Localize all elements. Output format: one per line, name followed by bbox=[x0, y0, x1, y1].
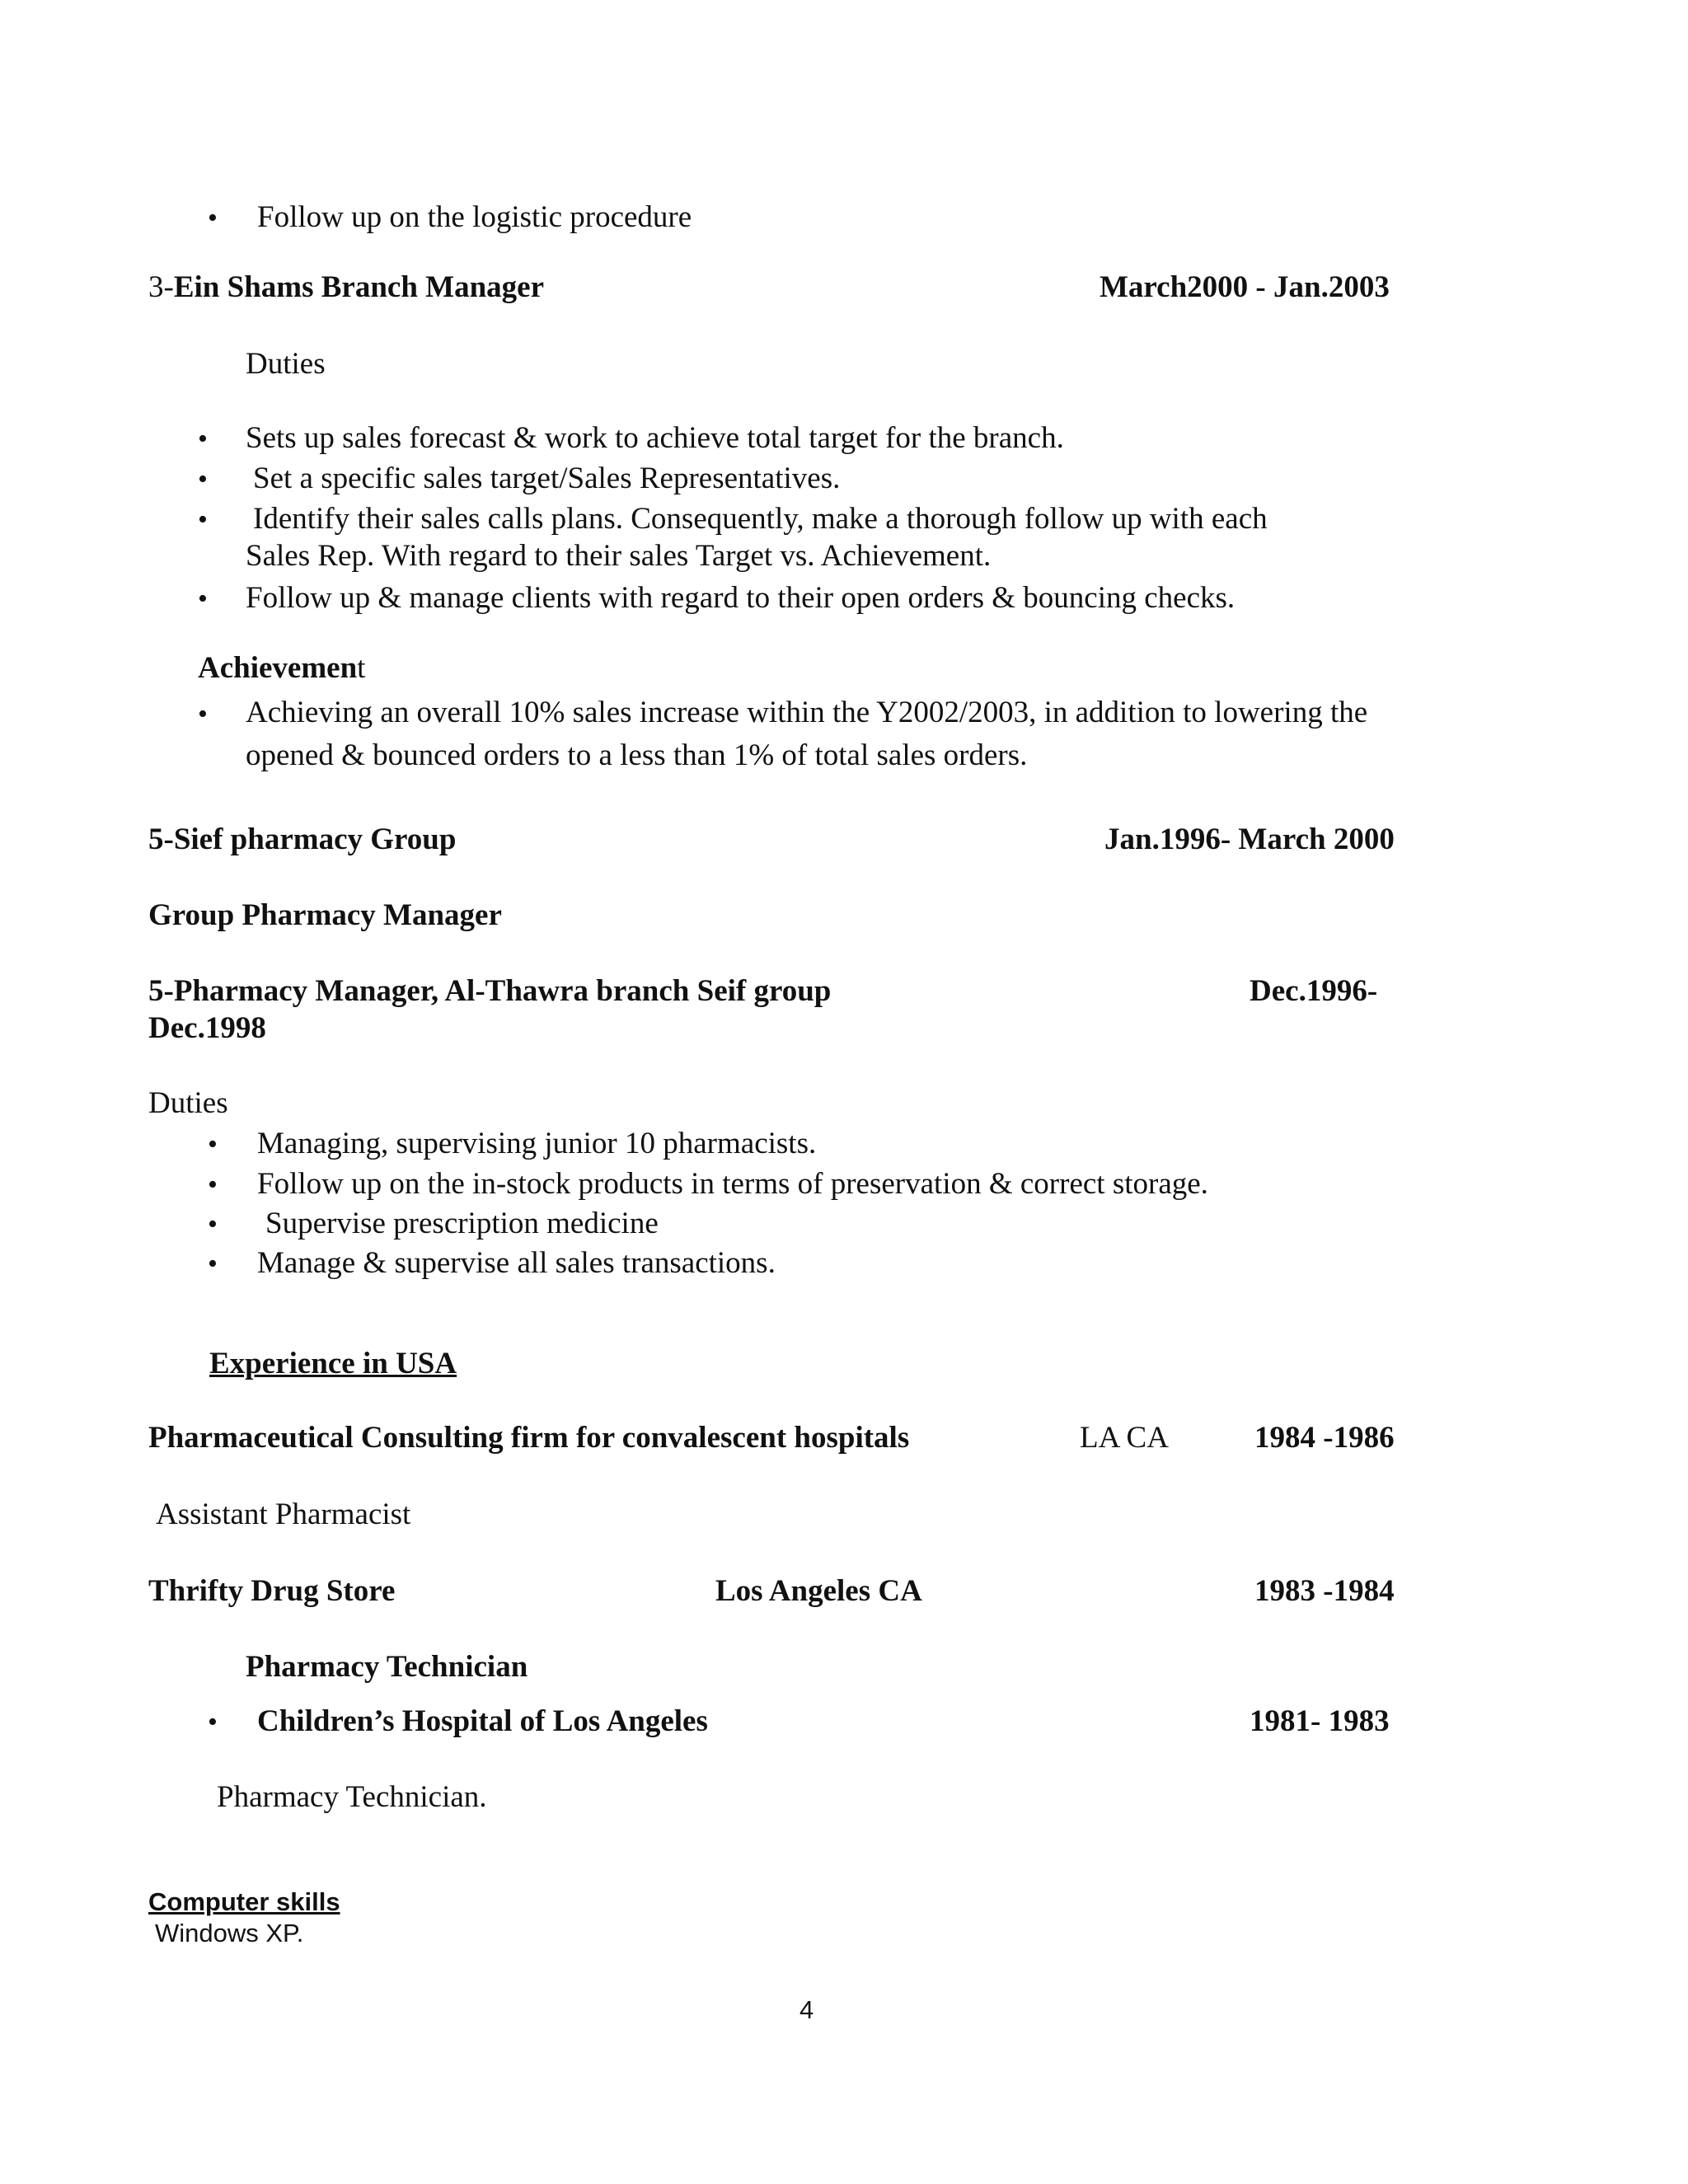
job-title: Pharmaceutical Consulting firm for convalescent hospitals bbox=[148, 1421, 910, 1455]
list-item-continuation: Sales Rep. With regard to their sales Target vs. Achievement. bbox=[246, 539, 992, 573]
section-heading: Computer skills bbox=[148, 1887, 340, 1916]
achievement-label-tail: t bbox=[357, 651, 366, 685]
list-item: Supervise prescription medicine bbox=[265, 1207, 659, 1240]
bullet-icon: • bbox=[198, 583, 208, 614]
job-role: Group Pharmacy Manager bbox=[148, 898, 502, 932]
job-role: Pharmacy Technician bbox=[246, 1650, 528, 1684]
list-item: Set a specific sales target/Sales Representatives. bbox=[253, 462, 841, 495]
job-dates: 1983 -1984 bbox=[1254, 1574, 1395, 1608]
job-title: 5-Sief pharmacy Group bbox=[148, 823, 457, 856]
bullet-icon: • bbox=[198, 424, 208, 454]
job-title bbox=[148, 272, 544, 302]
achievement-label bbox=[198, 653, 365, 683]
job-dates: Dec.1996- bbox=[1250, 974, 1378, 1008]
job-location: Los Angeles CA bbox=[715, 1574, 922, 1608]
bullet-icon: • bbox=[198, 504, 208, 535]
job-role: Assistant Pharmacist bbox=[156, 1497, 411, 1531]
list-item: Follow up & manage clients with regard to their open orders & bouncing checks. bbox=[246, 581, 1236, 615]
bullet-icon: • bbox=[198, 699, 208, 729]
section-heading: Experience in USA bbox=[209, 1347, 457, 1380]
list-item: Identify their sales calls plans. Consequently, make a thorough follow up with each bbox=[253, 502, 1268, 536]
bullet-icon: • bbox=[208, 1169, 218, 1200]
page-number: 4 bbox=[799, 1995, 814, 2024]
list-item: Sets up sales forecast & work to achieve total target for the branch. bbox=[246, 421, 1064, 455]
duties-label: Duties bbox=[148, 1086, 228, 1120]
bullet-icon: • bbox=[208, 1129, 218, 1160]
list-item: Managing, supervising junior 10 pharmacists. bbox=[257, 1127, 817, 1160]
job-role: Pharmacy Technician. bbox=[217, 1780, 487, 1814]
bullet-icon: • bbox=[198, 464, 208, 494]
achievement-label-bold: Achievemen bbox=[198, 651, 358, 685]
job-location: LA CA bbox=[1080, 1421, 1169, 1455]
job-title-text: Ein Shams Branch Manager bbox=[173, 270, 545, 304]
job-title: Thrifty Drug Store bbox=[148, 1574, 396, 1608]
bullet-icon: • bbox=[208, 1707, 218, 1737]
job-title: Children’s Hospital of Los Angeles bbox=[257, 1704, 708, 1738]
duties-label: Duties bbox=[246, 347, 326, 381]
job-dates: 1984 -1986 bbox=[1254, 1421, 1395, 1455]
skill-item: Windows XP. bbox=[155, 1919, 304, 1947]
job-dates-continuation: Dec.1998 bbox=[148, 1011, 266, 1045]
job-number: 3- bbox=[148, 270, 174, 304]
bullet-icon: • bbox=[208, 203, 218, 233]
job-dates: March2000 - Jan.2003 bbox=[1100, 270, 1390, 304]
bullet-icon: • bbox=[208, 1209, 218, 1240]
bullet-icon: • bbox=[208, 1249, 218, 1279]
list-item: Manage & supervise all sales transactions. bbox=[257, 1246, 776, 1280]
list-item: Achieving an overall 10% sales increase within the Y2002/2003, in addition to lowering the bbox=[246, 696, 1368, 729]
job-dates: 1981- 1983 bbox=[1250, 1704, 1390, 1738]
list-item: Follow up on the in-stock products in terms of preservation & correct storage. bbox=[257, 1167, 1208, 1201]
list-item-continuation: opened & bounced orders to a less than 1% of total sales orders. bbox=[246, 738, 1028, 772]
job-dates: Jan.1996- March 2000 bbox=[1104, 823, 1395, 856]
list-item: Follow up on the logistic procedure bbox=[257, 200, 692, 234]
job-title: 5-Pharmacy Manager, Al-Thawra branch Seif group bbox=[148, 974, 832, 1008]
